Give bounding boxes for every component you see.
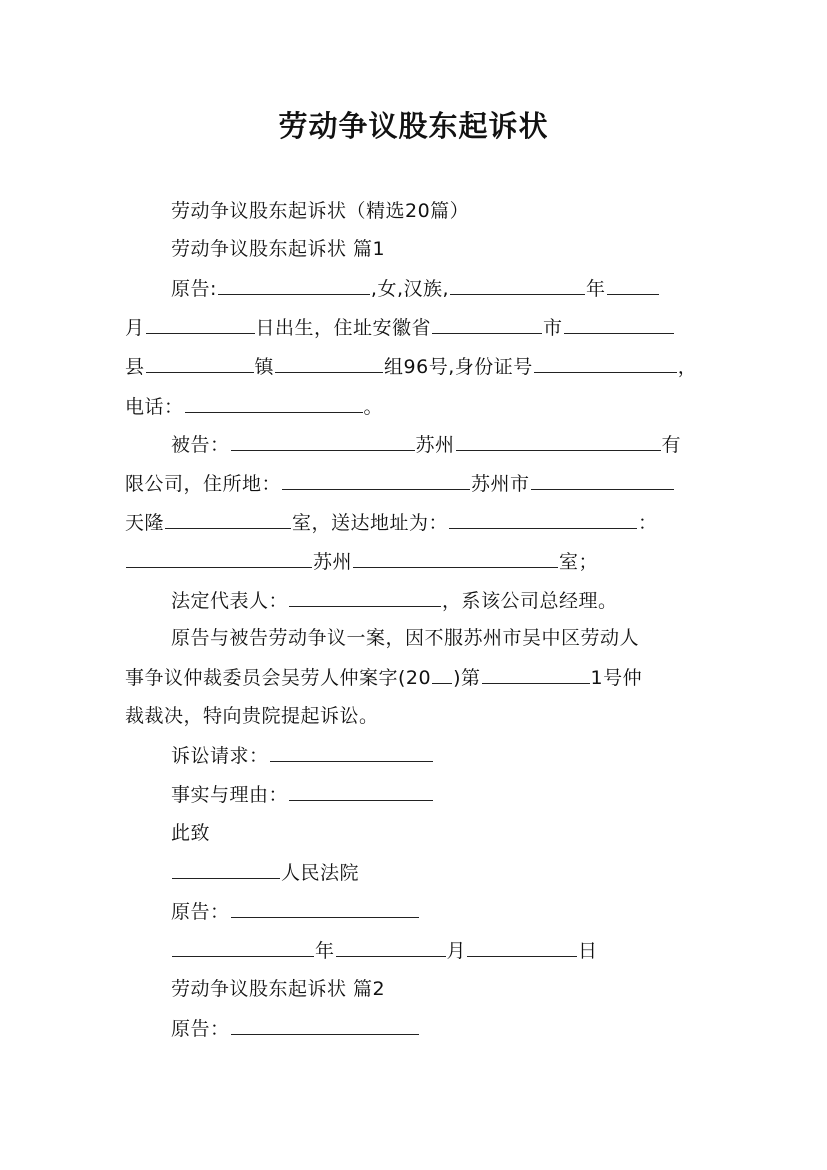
county-blank	[146, 354, 254, 373]
comma: ，	[677, 356, 698, 378]
para2-start: 事争议仲裁委员会吴劳人仲案字(20	[125, 667, 432, 689]
legal-rep-line	[171, 588, 618, 612]
date-year-blank	[172, 938, 314, 957]
year-suffix-blank	[432, 665, 452, 684]
plaintiff-mid: ,女,汉族,	[370, 278, 450, 300]
court-label: 人民法院	[281, 862, 360, 884]
town-blank	[275, 354, 383, 373]
month-label: 月	[125, 317, 145, 339]
company-address-line	[125, 471, 675, 495]
year-blank	[450, 276, 585, 295]
document-title: 劳动争议股东起诉状	[278, 109, 549, 143]
suzhou-text: 苏州	[415, 434, 455, 456]
colon-text: ：	[638, 512, 658, 534]
plaintiff2-label: 原告：	[171, 1018, 230, 1040]
facts-line	[171, 782, 434, 806]
plaintiff-sign-label: 原告：	[171, 901, 230, 923]
date-line	[171, 938, 598, 962]
city-blank	[564, 315, 674, 334]
facts-blank	[289, 782, 433, 801]
send-addr-blank	[449, 510, 637, 529]
legal-rep-blank	[289, 588, 441, 607]
plaintiff-label: 原告:	[171, 278, 217, 300]
county-label: 县	[125, 356, 145, 378]
month-blank-1	[607, 276, 659, 295]
group-id-text: 组96号,身份证号	[384, 356, 533, 378]
defendant-line	[171, 432, 681, 456]
claims-line	[171, 743, 434, 767]
paragraph-line-3: 裁裁决，特向贵院提起诉讼。	[125, 705, 379, 727]
legal-rep-label: 法定代表人：	[171, 590, 289, 612]
phone-line	[125, 394, 383, 418]
date-year-label: 年	[315, 940, 335, 962]
suzhou-city-text: 苏州市	[471, 473, 530, 495]
document-subtitle: 劳动争议股东起诉状（精选20篇）	[171, 200, 470, 222]
plaintiff-sign-blank	[231, 899, 419, 918]
company-addr-label: 限公司，住所地：	[125, 473, 282, 495]
addr-blank-1	[282, 471, 470, 490]
period: 。	[363, 396, 384, 418]
defendant-blank-2	[456, 432, 661, 451]
city-label: 市	[543, 317, 563, 339]
plaintiff2-blank	[231, 1016, 419, 1035]
claims-label: 诉讼请求：	[171, 745, 269, 767]
cizhi-line: 此致	[171, 822, 211, 844]
year-label: 年	[586, 278, 606, 300]
town-label: 镇	[254, 356, 275, 378]
paragraph-line-1: 原告与被告劳动争议一案，因不服苏州市吴中区劳动人	[171, 627, 640, 649]
address-line	[125, 354, 697, 378]
court-line	[171, 860, 359, 884]
plaintiff2-line	[171, 1016, 420, 1040]
defendant-label: 被告：	[171, 434, 230, 456]
section1-heading: 劳动争议股东起诉状 篇1	[171, 238, 386, 260]
para2-end: 1号仲	[590, 667, 643, 689]
id-blank	[534, 354, 677, 373]
phone-label: 电话：	[125, 396, 184, 418]
facts-label: 事实与理由：	[171, 784, 289, 806]
date-day-blank	[467, 938, 577, 957]
plaintiff-sign-line	[171, 899, 420, 923]
send-blank-2	[353, 549, 558, 568]
addr-blank-2	[531, 471, 674, 490]
plaintiff-line	[171, 276, 660, 300]
tianlong-text: 天隆	[125, 512, 165, 534]
name-blank	[218, 276, 370, 295]
section2-heading: 劳动争议股东起诉状 篇2	[171, 978, 386, 1000]
tianlong-blank	[165, 510, 291, 529]
date-day-label: 日	[578, 940, 598, 962]
send-blank-1	[126, 549, 312, 568]
suzhou-text-2: 苏州	[313, 551, 353, 573]
date-month-blank	[336, 938, 446, 957]
room-send-text: 室，送达地址为：	[292, 512, 449, 534]
court-blank	[172, 860, 280, 879]
send-address-line	[125, 549, 598, 573]
province-blank	[432, 315, 542, 334]
paragraph-line-2	[125, 665, 642, 689]
date-month-label: 月	[446, 940, 467, 962]
phone-blank	[185, 394, 363, 413]
defendant-blank-1	[231, 432, 415, 451]
tianlong-line	[125, 510, 658, 534]
legal-rep-tail: ，系该公司总经理。	[442, 590, 618, 612]
case-number-blank	[482, 665, 590, 684]
day-blank	[146, 315, 255, 334]
claims-blank	[270, 743, 433, 762]
birth-line	[125, 315, 675, 339]
you-text: 有	[661, 434, 682, 456]
born-text: 日出生，住址安徽省	[255, 317, 432, 339]
room-end-text: 室；	[559, 551, 599, 573]
para2-mid: )第	[453, 667, 481, 689]
